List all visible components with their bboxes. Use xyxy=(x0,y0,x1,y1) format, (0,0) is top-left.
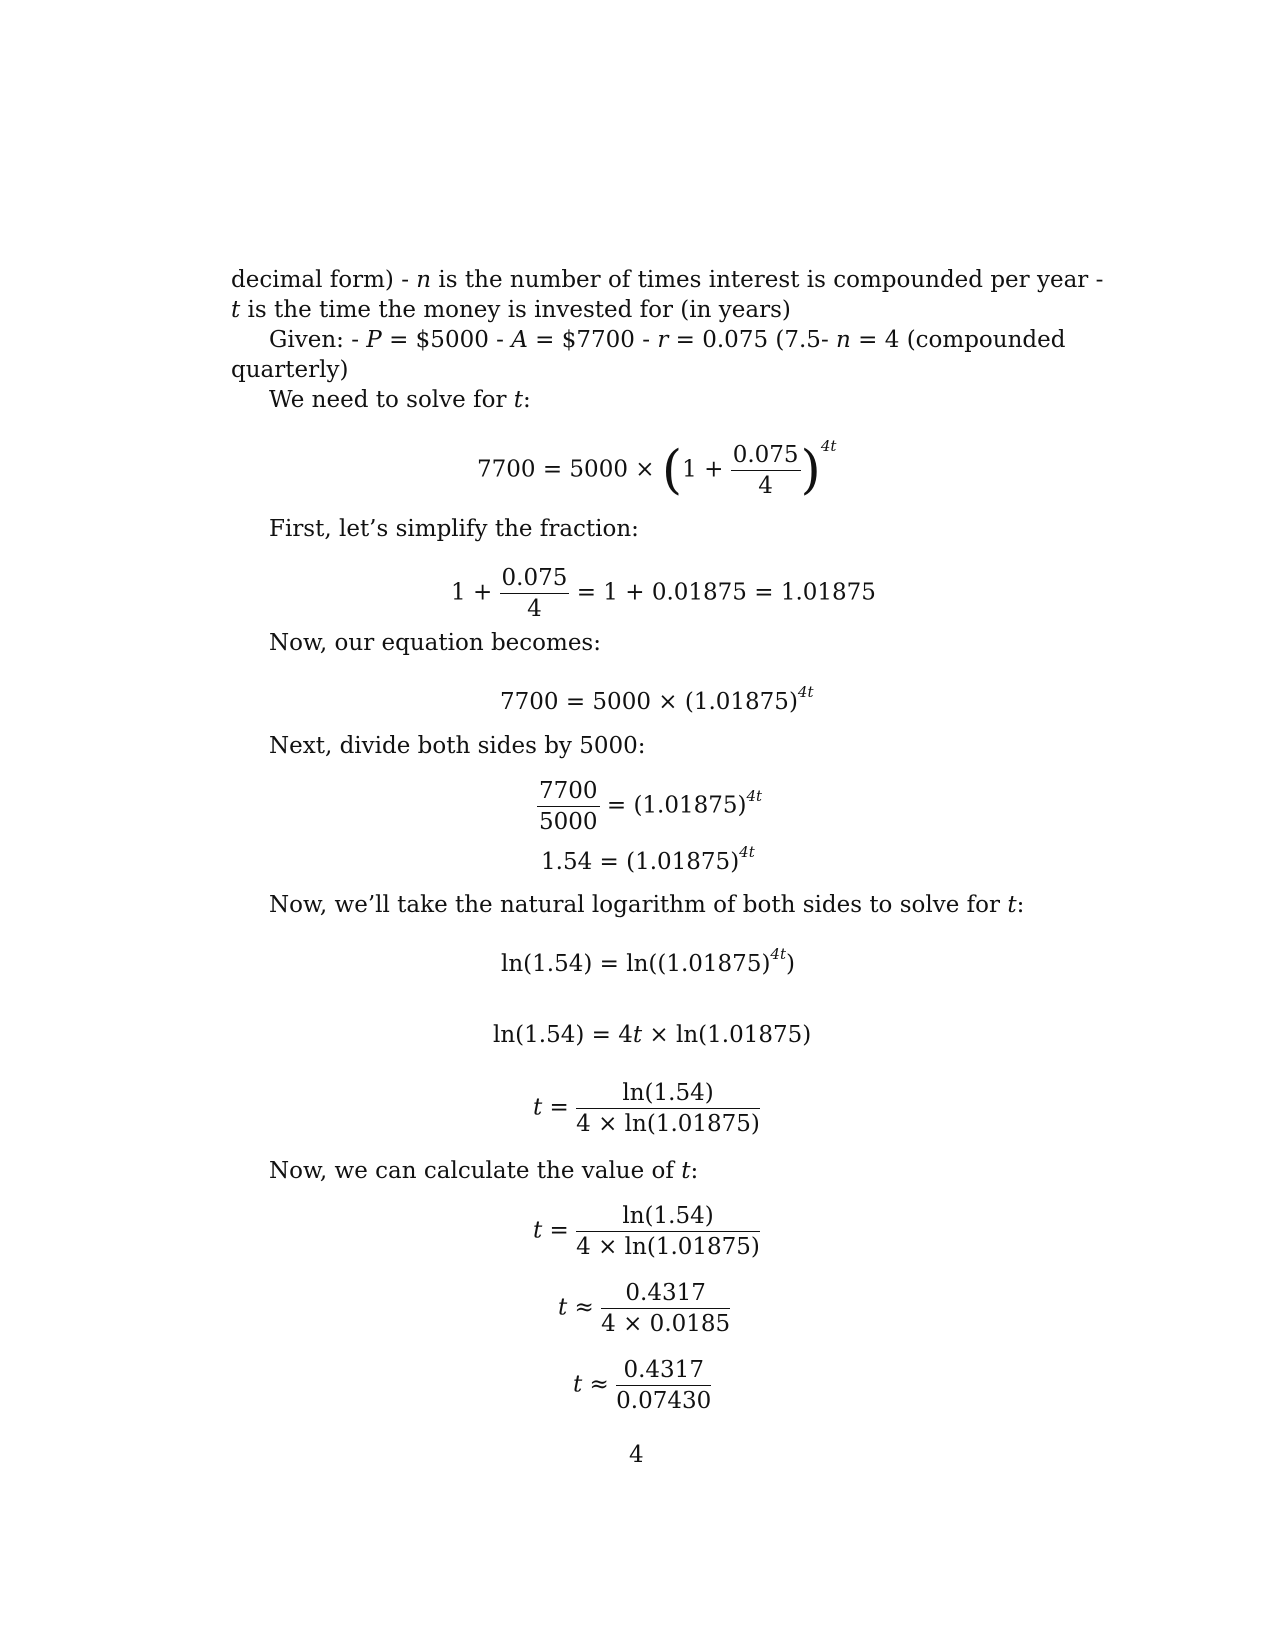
equation-t-approx-2: t ≈ $\frac{0.4317}{0.07430}$ xyxy=(573,1357,712,1414)
fraction-t-formula: $\frac{\ln(1.54)}{4 \times \ln(1.01875)}$ xyxy=(576,1080,760,1137)
fraction-t-approx-1: $\frac{0.4317}{4 \times 0.0185}$ xyxy=(601,1280,731,1337)
equation-t-formula: t = $\frac{\ln(1.54)}{4 \times \ln(1.01875)}$ xyxy=(533,1080,760,1137)
equation-divided: $\frac{7700}{5000}$ = $(1.01875)^{4t}$ xyxy=(539,778,763,835)
fraction-7700-over-5000: $\frac{7700}{5000}$ xyxy=(539,778,598,835)
equation-compound-interest: 7700 = 5000 × (1 + $\frac{0.075}{4}$ )$^{4t}$ xyxy=(477,436,837,501)
equation-simplify-fraction: 1 + $\frac{0.075}{4}$ = 1 + 0.01875 = 1.01875 xyxy=(451,565,876,622)
fraction-rate-over-n: $\frac{0.075}{4}$ xyxy=(501,565,568,622)
paragraph-calculate: Now, we can calculate the value of t: xyxy=(269,1158,699,1184)
paragraph-divide: Next, divide both sides by 5000: xyxy=(269,733,646,759)
equation-ln-both-sides: $\ln(1.54) = \ln((1.01875)^{4t})$ xyxy=(501,945,795,977)
paragraph-given: Given: - P = $5000 - A = $7700 - r = 0.075 (7.5- n = 4 (compounded xyxy=(269,327,1066,353)
paragraph-variables-t: t is the time the money is invested for (in years) xyxy=(231,297,791,323)
paragraph-simplify: First, let’s simplify the fraction: xyxy=(269,516,639,542)
equation-ln-power-rule: ln(1.54) = 4t × ln(1.01875) xyxy=(493,1022,812,1048)
equation-substituted: $7700 = 5000 \times (1.01875)^{4t}$ xyxy=(500,683,814,715)
equation-t-formula-repeat: t = $\frac{\ln(1.54)}{4 \times \ln(1.01875)}$ xyxy=(533,1203,760,1260)
fraction-rate-over-n: $\frac{0.075}{4}$ xyxy=(732,442,799,499)
equation-t-approx-1: t ≈ $\frac{0.4317}{4 \times 0.0185}$ xyxy=(558,1280,731,1337)
paragraph-natural-log: Now, we’ll take the natural logarithm of both sides to solve for t: xyxy=(269,892,1025,918)
page-number: 4 xyxy=(629,1442,644,1468)
paragraph-variables-n: decimal form) - n is the number of times interest is compounded per year - xyxy=(231,267,1104,293)
fraction-t-formula: $\frac{\ln(1.54)}{4 \times \ln(1.01875)}$ xyxy=(576,1203,760,1260)
equation-ratio: $1.54 = (1.01875)^{4t}$ xyxy=(541,843,755,875)
fraction-t-approx-2: $\frac{0.4317}{0.07430}$ xyxy=(616,1357,712,1414)
paragraph-solve-for: We need to solve for t: xyxy=(269,387,531,413)
paragraph-quarterly: quarterly) xyxy=(231,357,349,383)
paragraph-equation-becomes: Now, our equation becomes: xyxy=(269,630,601,656)
